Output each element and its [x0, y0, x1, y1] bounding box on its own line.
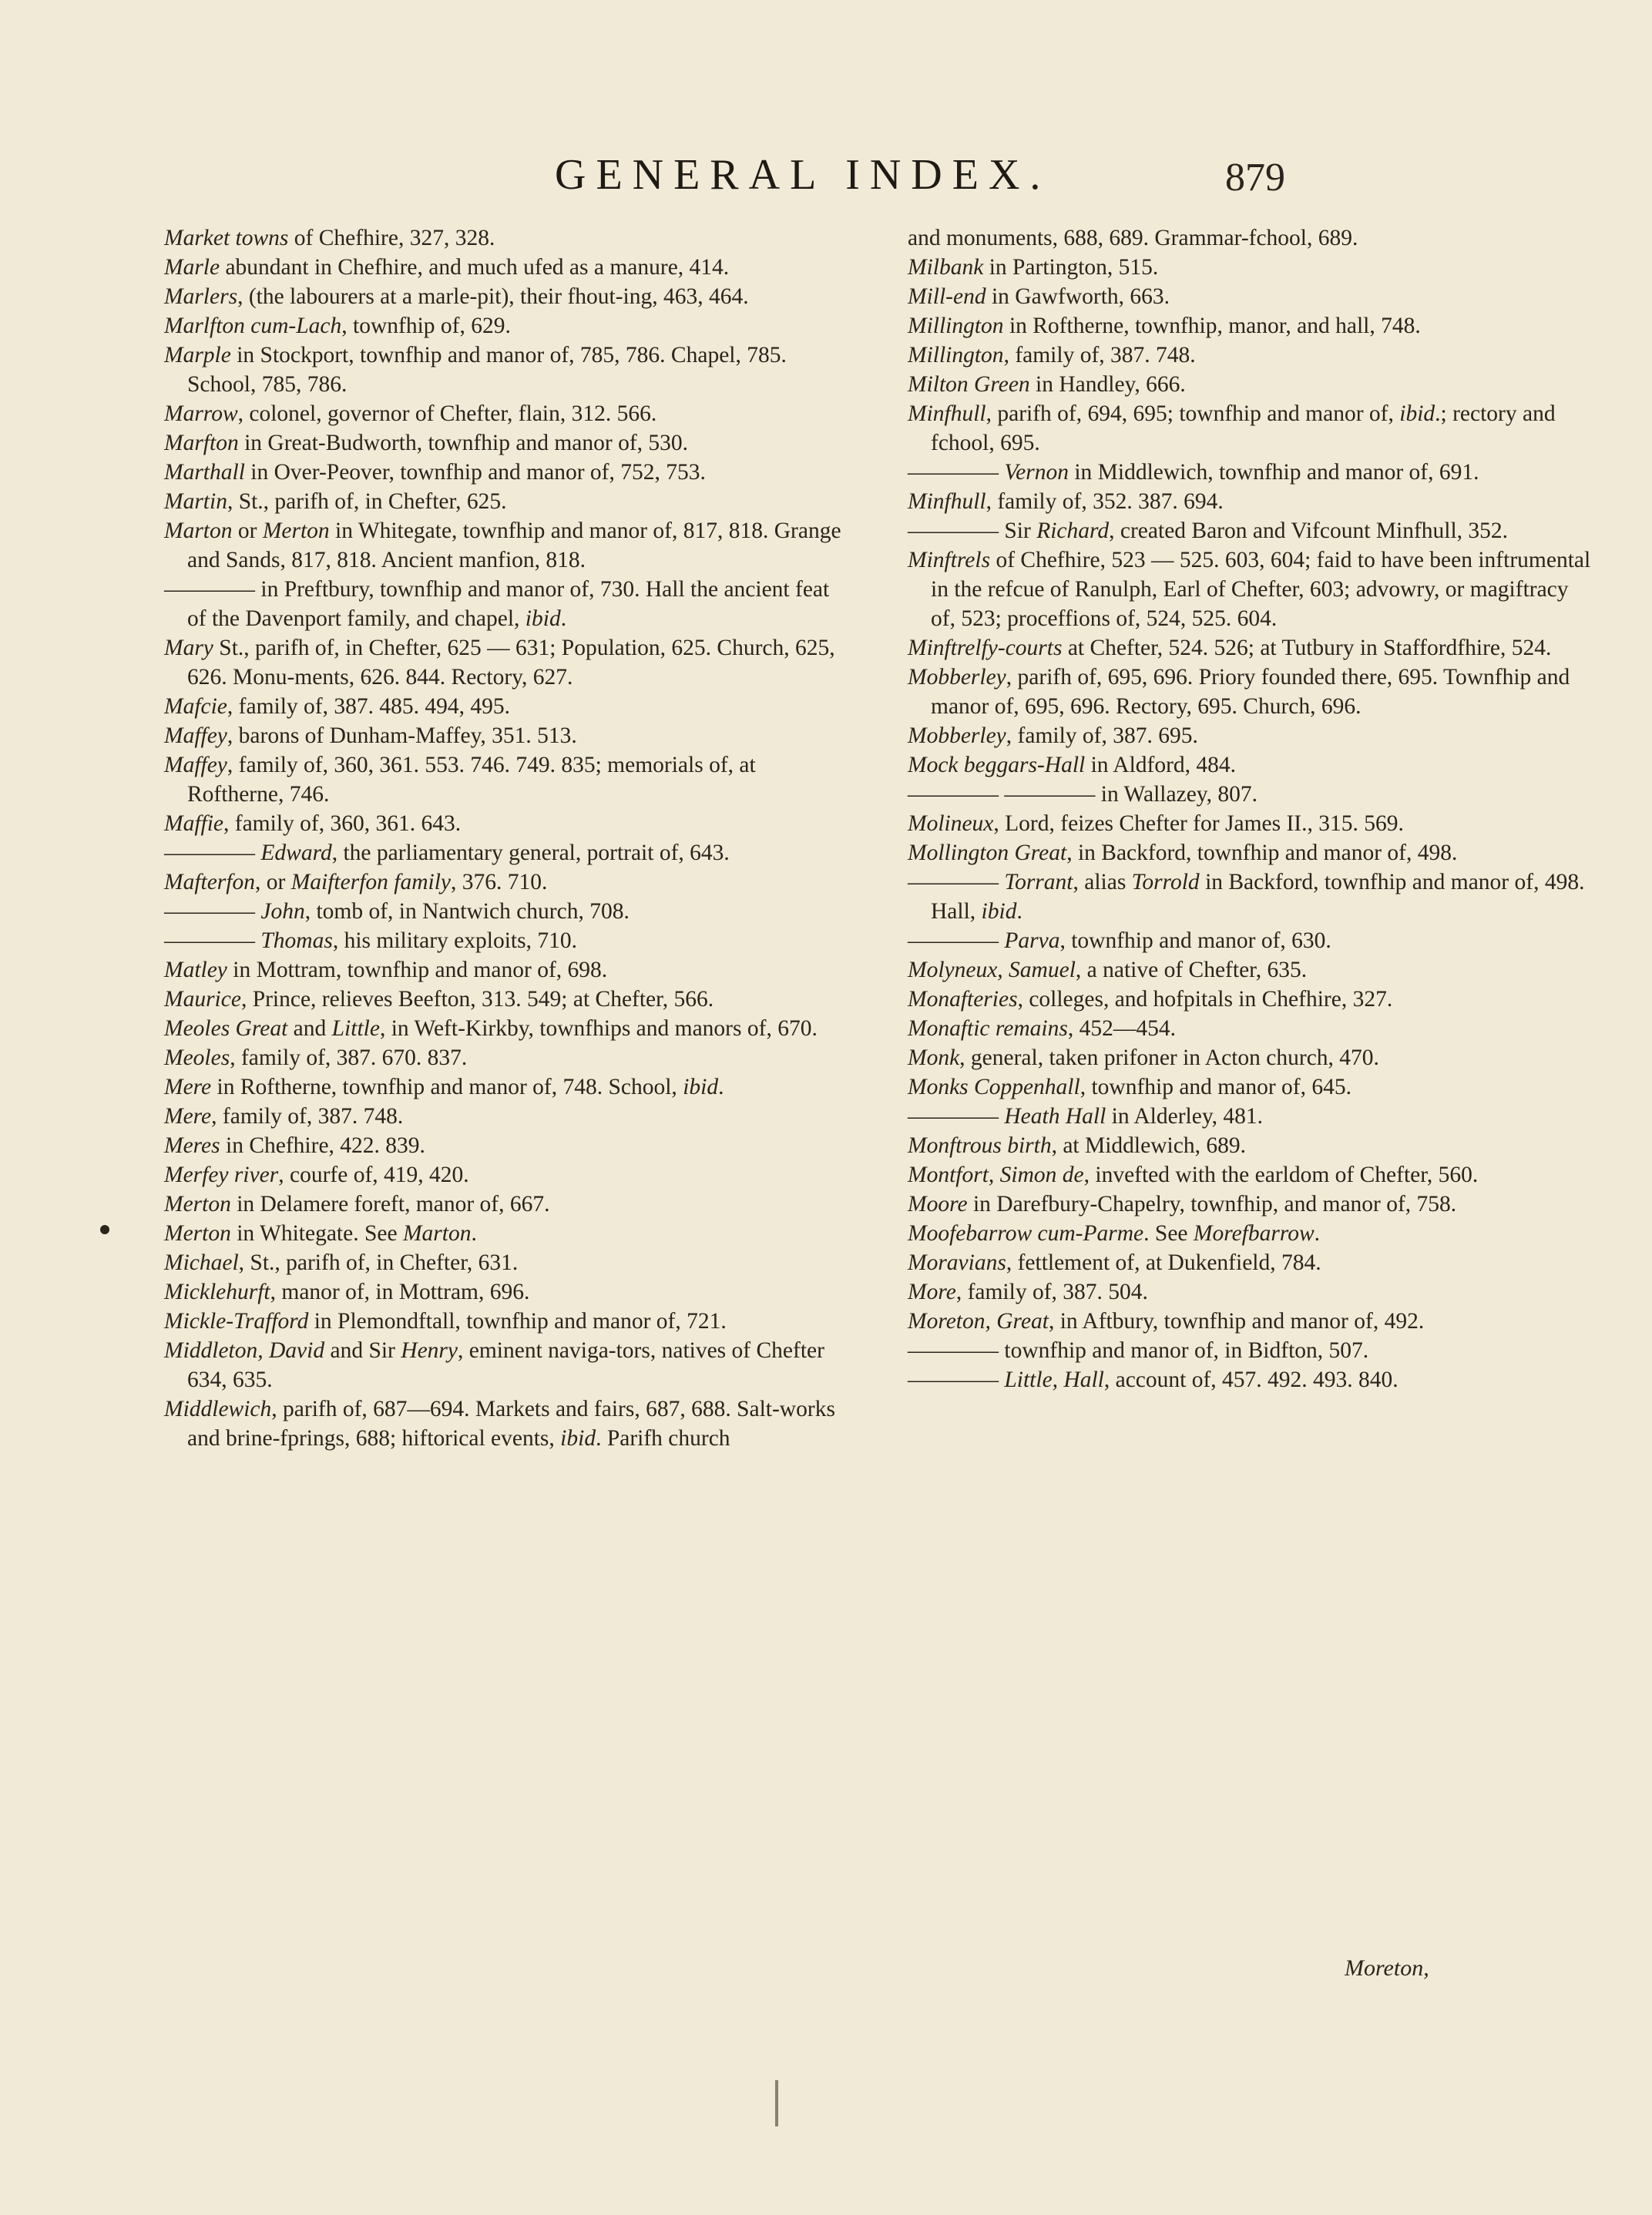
catchword: Moreton,: [1345, 1955, 1429, 1981]
index-entry: Moofebarrow cum-Parme. See Morefbarrow.: [908, 1221, 1321, 1246]
index-entry: Minfhull, family of, 352. 387. 694.: [908, 489, 1224, 514]
index-entry: More, family of, 387. 504.: [908, 1280, 1148, 1304]
index-entry: Mary St., parifh of, in Chefter, 625 — 631; Population, 625. Church, 625, 626. Monu-ments, 626. 844. Rectory, 627.: [164, 636, 835, 690]
index-entry: Millington, family of, 387. 748.: [908, 343, 1196, 367]
index-entry: and monuments, 688, 689. Grammar-fchool, 689.: [908, 226, 1358, 250]
index-entry: Monaftic remains, 452—454.: [908, 1016, 1176, 1041]
index-entry: Merfey river, courfe of, 419, 420.: [164, 1163, 469, 1187]
index-entry: Minftrels of Chefhire, 523 — 525. 603, 604; faid to have been inftrumental in the refcue of Ranulph, Earl of Chefter, 603; advowry, or magiftracy of, 523; proceffions of, 524, 525. 604.: [908, 548, 1591, 631]
index-entry: Middlewich, parifh of, 687—694. Markets and fairs, 687, 688. Salt-works and brine-fprings, 688; hiftorical events, ibid. Parifh church: [164, 1397, 835, 1451]
index-entry: Mere, family of, 387. 748.: [164, 1104, 404, 1129]
index-entry: Marle abundant in Chefhire, and much ufed as a manure, 414.: [164, 255, 730, 280]
index-entry: Moreton, Great, in Aftbury, townfhip and manor of, 492.: [908, 1309, 1425, 1334]
index-entry: Moravians, fettlement of, at Dukenfield, 784.: [908, 1250, 1321, 1275]
index-entry: Monftrous birth, at Middlewich, 689.: [908, 1133, 1246, 1158]
index-entry: Moore in Darefbury-Chapelry, townfhip, and manor of, 758.: [908, 1192, 1457, 1217]
index-entry: Molyneux, Samuel, a native of Chefter, 635.: [908, 958, 1308, 982]
page-header: [0, 150, 1652, 212]
index-entry: Milbank in Partington, 515.: [908, 255, 1159, 280]
index-entry: Meoles, family of, 387. 670. 837.: [164, 1045, 468, 1070]
index-entry: Milton Green in Handley, 666.: [908, 372, 1186, 397]
index-entry: ———— Sir Richard, created Baron and Vifcount Minfhull, 352.: [908, 519, 1509, 543]
index-entry: Marfton in Great-Budworth, townfhip and manor of, 530.: [164, 431, 689, 455]
index-entry: Mill-end in Gawfworth, 663.: [908, 284, 1170, 309]
index-entry: Market towns of Chefhire, 327, 328.: [164, 226, 495, 250]
index-entry: Meoles Great and Little, in Weft-Kirkby, townfhips and manors of, 670.: [164, 1016, 818, 1041]
page-number: 879: [1225, 156, 1285, 200]
index-entry: Marlers, (the labourers at a marle-pit), their fhout-ing, 463, 464.: [164, 284, 749, 309]
index-entry: Micklehurft, manor of, in Mottram, 696.: [164, 1280, 530, 1304]
index-entry: ———— townfhip and manor of, in Bidfton, 507.: [908, 1338, 1369, 1363]
margin-mark: [100, 1225, 109, 1234]
index-entry: ———— Little, Hall, account of, 457. 492. 493. 840.: [908, 1368, 1398, 1392]
index-entry: Mafcie, family of, 387. 485. 494, 495.: [164, 694, 510, 719]
index-entry: Mickle-Trafford in Plemondftall, townfhip and manor of, 721.: [164, 1309, 727, 1334]
index-entry: Mafterfon, or Maifterfon family, 376. 710.: [164, 870, 548, 894]
index-entry: Michael, St., parifh of, in Chefter, 631.: [164, 1250, 519, 1275]
index-entry: Meres in Chefhire, 422. 839.: [164, 1133, 425, 1158]
index-entry: Mollington Great, in Backford, townfhip and manor of, 498.: [908, 841, 1458, 865]
index-entry: Molineux, Lord, feizes Chefter for James II., 315. 569.: [908, 811, 1404, 836]
index-entry: Merton in Delamere foreft, manor of, 667.: [164, 1192, 550, 1217]
index-entry: Matley in Mottram, townfhip and manor of, 698.: [164, 958, 608, 982]
index-entry: ———— Edward, the parliamentary general, portrait of, 643.: [164, 841, 730, 865]
index-entry: Monafteries, colleges, and hofpitals in Chefhire, 327.: [908, 987, 1393, 1012]
index-entry: Marton or Merton in Whitegate, townfhip and manor of, 817, 818. Grange and Sands, 817, 818. Ancient manfion, 818.: [164, 519, 841, 572]
index-entry: ———— ———— in Wallazey, 807.: [908, 782, 1257, 807]
left-index-column: [164, 223, 854, 1453]
index-entry: ———— Thomas, his military exploits, 710.: [164, 928, 577, 953]
index-entry: Monk, general, taken prifoner in Acton church, 470.: [908, 1045, 1379, 1070]
index-entry: Marple in Stockport, townfhip and manor of, 785, 786. Chapel, 785. School, 785, 786.: [164, 343, 787, 397]
index-entry: Mock beggars-Hall in Aldford, 484.: [908, 753, 1237, 777]
right-index-column: [908, 223, 1597, 1394]
index-entry: ———— Torrant, alias Torrold in Backford, townfhip and manor of, 498. Hall, ibid.: [908, 870, 1585, 924]
index-entry: Minftrelfy-courts at Chefter, 524. 526; at Tutbury in Staffordfhire, 524.: [908, 636, 1552, 660]
index-entry: Marthall in Over-Peover, townfhip and manor of, 752, 753.: [164, 460, 706, 485]
index-entry: Maffie, family of, 360, 361. 643.: [164, 811, 462, 836]
index-entry: Marrow, colonel, governor of Chefter, flain, 312. 566.: [164, 401, 657, 426]
index-entry: Mobberley, parifh of, 695, 696. Priory founded there, 695. Townfhip and manor of, 695, 696. Rectory, 695. Church, 696.: [908, 665, 1570, 719]
index-entry: ———— John, tomb of, in Nantwich church, 708.: [164, 899, 630, 924]
index-entry: Maffey, barons of Dunham-Maffey, 351. 513.: [164, 723, 577, 748]
index-entry: ———— Vernon in Middlewich, townfhip and manor of, 691.: [908, 460, 1479, 485]
index-entry: Maffey, family of, 360, 361. 553. 746. 749. 835; memorials of, at Roftherne, 746.: [164, 753, 756, 807]
index-entry: ———— Parva, townfhip and manor of, 630.: [908, 928, 1331, 953]
index-entry: Martin, St., parifh of, in Chefter, 625.: [164, 489, 507, 514]
index-entry: Marlfton cum-Lach, townfhip of, 629.: [164, 314, 511, 338]
index-entry: ———— Heath Hall in Alderley, 481.: [908, 1104, 1264, 1129]
index-entry: Monks Coppenhall, townfhip and manor of, 645.: [908, 1075, 1351, 1099]
index-entry: Millington in Roftherne, townfhip, manor, and hall, 748.: [908, 314, 1421, 338]
index-entry: Merton in Whitegate. See Marton.: [164, 1221, 477, 1246]
print-mark: [775, 2080, 778, 2126]
index-entry: Mere in Roftherne, townfhip and manor of, 748. School, ibid.: [164, 1075, 724, 1099]
index-entry: Montfort, Simon de, invefted with the earldom of Chefter, 560.: [908, 1163, 1479, 1187]
index-entry: Mobberley, family of, 387. 695.: [908, 723, 1198, 748]
index-entry: Maurice, Prince, relieves Beefton, 313. 549; at Chefter, 566.: [164, 987, 714, 1012]
running-title: GENERAL INDEX.: [555, 151, 1051, 199]
index-entry: ———— in Preftbury, townfhip and manor of, 730. Hall the ancient feat of the Davenport family, and chapel, ibid.: [164, 577, 830, 631]
index-entry: Middleton, David and Sir Henry, eminent naviga-tors, natives of Chefter 634, 635.: [164, 1338, 824, 1392]
index-entry: Minfhull, parifh of, 694, 695; townfhip and manor of, ibid.; rectory and fchool, 695.: [908, 401, 1556, 455]
